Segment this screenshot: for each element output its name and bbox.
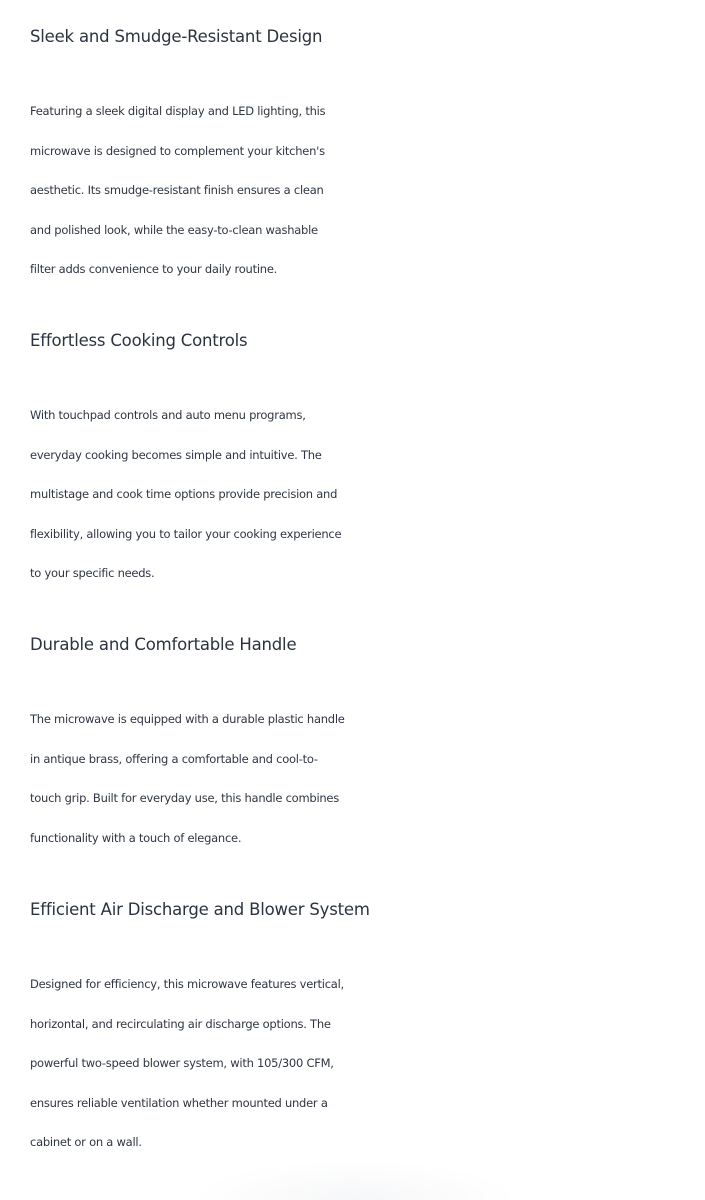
section-heading: Effortless Cooking Controls [30,331,248,350]
section-handle [30,628,690,858]
section-heading: Sleek and Smudge-Resistant Design [30,27,323,46]
paragraph-line: microwave is designed to complement your kitchen's [30,143,325,158]
paragraph-line: cabinet or on a wall. [30,1135,142,1150]
paragraph-line: multistage and cook time options provide precision and [30,487,338,502]
paragraph-line: filter adds convenience to your daily routine. [30,262,278,277]
section-sleek-design [30,20,690,290]
paragraph-line: in antique brass, offering a comfortable and cool-to- [30,751,318,766]
bottom-fade [190,1160,520,1200]
paragraph-line: horizontal, and recirculating air discharge options. The [30,1016,331,1031]
paragraph-line: flexibility, allowing you to tailor your cooking experience [30,526,342,541]
paragraph-line: Featuring a sleek digital display and LED lighting, this [30,104,326,118]
section-paragraph [30,700,690,858]
paragraph-line: everyday cooking becomes simple and intuitive. The [30,447,322,462]
paragraph-line: The microwave is equipped with a durable plastic handle [30,712,345,726]
paragraph-line: touch grip. Built for everyday use, this handle combines [30,791,339,806]
paragraph-line: functionality with a touch of elegance. [30,830,242,845]
paragraph-line: ensures reliable ventilation whether mounted under a [30,1095,328,1110]
paragraph-line: aesthetic. Its smudge-resistant finish ensures a clean [30,183,324,198]
section-paragraph [30,396,690,594]
section-air-discharge [30,893,690,1163]
paragraph-line: and polished look, while the easy-to-clean washable [30,222,318,237]
section-paragraph [30,92,690,290]
section-paragraph [30,965,690,1163]
paragraph-line: to your specific needs. [30,566,155,581]
section-heading: Durable and Comfortable Handle [30,635,297,654]
section-heading: Efficient Air Discharge and Blower System [30,900,370,919]
paragraph-line: powerful two-speed blower system, with 105/300 CFM, [30,1056,334,1071]
paragraph-line: Designed for efficiency, this microwave features vertical, [30,977,344,991]
paragraph-line: With touchpad controls and auto menu programs, [30,408,306,422]
section-cooking-controls [30,324,690,594]
